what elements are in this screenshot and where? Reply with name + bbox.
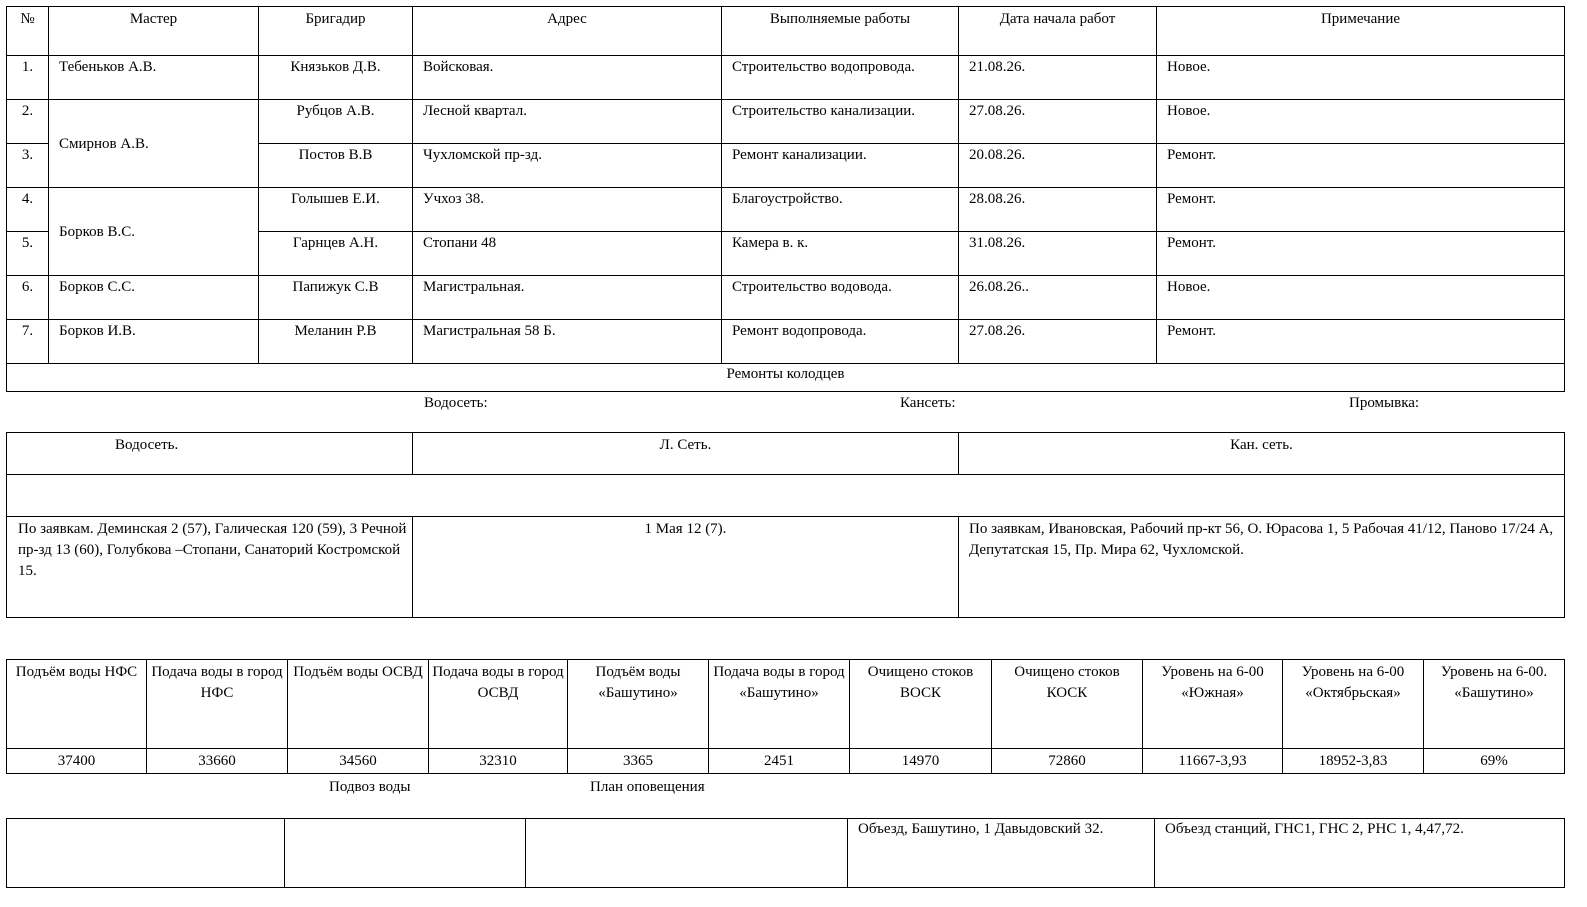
label-water-delivery: Подвоз воды (329, 779, 411, 795)
row-work: Строительство канализации. (722, 100, 959, 144)
row-master: Борков В.С. (49, 188, 259, 276)
row-master: Тебеньков А.В. (49, 56, 259, 100)
row-brigadier: Князьков Д.В. (259, 56, 413, 100)
table-row (7, 188, 1565, 232)
row-number: 3. (7, 144, 49, 188)
work-schedule-table (6, 6, 1565, 392)
header-nfs-supply: Подача воды в город НФС (147, 660, 288, 749)
kan-set-content: По заявкам, Ивановская, Рабочий пр-кт 56, О. Юрасова 1, 5 Рабочая 41/12, Паново 17/24 А, Депутатская 15, Пр. Мира 62, Чухломской. (959, 517, 1565, 618)
row-work: Строительство водопровода. (722, 56, 959, 100)
row-work: Благоустройство. (722, 188, 959, 232)
row-address: Лесной квартал. (413, 100, 722, 144)
header-vosk-cleaned: Очищено стоков ВОСК (850, 660, 992, 749)
header-brigadier: Бригадир (259, 7, 413, 56)
row-date: 21.08.26. (959, 56, 1157, 100)
row-note: Новое. (1157, 56, 1565, 100)
row-address: Стопани 48 (413, 232, 722, 276)
value-level-yuzhnaya: 11667-3,93 (1143, 749, 1283, 774)
row-brigadier: Рубцов А.В. (259, 100, 413, 144)
bottom-cell-bypass-stations: Объезд станций, ГНС1, ГНС 2, РНС 1, 4,47,72. (1155, 819, 1565, 888)
row-master: Смирнов А.В. (49, 100, 259, 188)
header-bashutino-supply: Подача воды в город «Башутино» (709, 660, 850, 749)
header-number: № (7, 7, 49, 56)
bottom-cell-2 (285, 819, 526, 888)
row-address: Чухломской пр-зд. (413, 144, 722, 188)
row-date: 27.08.26. (959, 100, 1157, 144)
row-number: 7. (7, 320, 49, 364)
row-address: Войсковая. (413, 56, 722, 100)
table-row (7, 56, 1565, 100)
row-note: Ремонт. (1157, 188, 1565, 232)
networks-table (6, 432, 1565, 618)
row-address: Учхоз 38. (413, 188, 722, 232)
row-brigadier: Папижук С.В (259, 276, 413, 320)
wells-title: Ремонты колодцев (7, 364, 1565, 392)
row-brigadier: Постов В.В (259, 144, 413, 188)
value-nfs-supply: 33660 (147, 749, 288, 774)
l-set-content: 1 Мая 12 (7). (413, 517, 959, 618)
row-master: Борков И.В. (49, 320, 259, 364)
row-brigadier: Голышев Е.И. (259, 188, 413, 232)
row-date: 26.08.26.. (959, 276, 1157, 320)
header-master: Мастер (49, 7, 259, 56)
row-work: Ремонт водопровода. (722, 320, 959, 364)
row-work: Строительство водовода. (722, 276, 959, 320)
subheading-kanset: Кансеть: (900, 395, 956, 411)
subheading-promyvka: Промывка: (1349, 395, 1420, 411)
table-row (7, 320, 1565, 364)
value-vosk-cleaned: 14970 (850, 749, 992, 774)
bottom-cell-3 (526, 819, 848, 888)
header-osvd-lift: Подъём воды ОСВД (288, 660, 429, 749)
subheading-vodoset: Водосеть: (424, 395, 488, 411)
water-supply-table (6, 659, 1565, 774)
value-level-bashutino: 69% (1424, 749, 1565, 774)
empty-cell (7, 475, 1565, 517)
bottom-table (6, 818, 1565, 888)
row-work: Ремонт канализации. (722, 144, 959, 188)
row-work: Камера в. к. (722, 232, 959, 276)
header-row (7, 7, 1565, 56)
networks-content-row (7, 517, 1565, 618)
water-header-row (7, 660, 1565, 749)
row-address: Магистральная 58 Б. (413, 320, 722, 364)
table-row (7, 100, 1565, 144)
bottom-row (7, 819, 1565, 888)
water-values-row (7, 749, 1565, 774)
row-brigadier: Гарнцев А.Н. (259, 232, 413, 276)
header-work: Выполняемые работы (722, 7, 959, 56)
row-number: 2. (7, 100, 49, 144)
header-nfs-lift: Подъём воды НФС (7, 660, 147, 749)
networks-empty-row (7, 475, 1565, 517)
row-master: Борков С.С. (49, 276, 259, 320)
header-kosk-cleaned: Очищено стоков КОСК (992, 660, 1143, 749)
label-notification-plan: План оповещения (590, 779, 705, 795)
row-date: 20.08.26. (959, 144, 1157, 188)
value-osvd-lift: 34560 (288, 749, 429, 774)
row-number: 1. (7, 56, 49, 100)
vodoset-content: По заявкам. Деминская 2 (57), Галическая 120 (59), 3 Речной пр-зд 13 (60), Голубкова –Стопани, Санаторий Костромской 15. (7, 517, 413, 618)
header-osvd-supply: Подача воды в город ОСВД (429, 660, 568, 749)
value-bashutino-supply: 2451 (709, 749, 850, 774)
header-level-yuzhnaya: Уровень на 6-00 «Южная» (1143, 660, 1283, 749)
header-kan-set: Кан. сеть. (959, 433, 1565, 475)
row-address: Магистральная. (413, 276, 722, 320)
header-note: Примечание (1157, 7, 1565, 56)
networks-header-row (7, 433, 1565, 475)
value-osvd-supply: 32310 (429, 749, 568, 774)
table-row (7, 276, 1565, 320)
value-level-oktyabrskaya: 18952-3,83 (1283, 749, 1424, 774)
row-note: Новое. (1157, 276, 1565, 320)
header-level-oktyabrskaya: Уровень на 6-00 «Октябрьская» (1283, 660, 1424, 749)
bottom-cell-bypass-bashutino: Объезд, Башутино, 1 Давыдовский 32. (848, 819, 1155, 888)
header-level-bashutino: Уровень на 6-00. «Башутино» (1424, 660, 1565, 749)
row-brigadier: Меланин Р.В (259, 320, 413, 364)
wells-title-row (7, 364, 1565, 392)
row-note: Новое. (1157, 100, 1565, 144)
row-number: 5. (7, 232, 49, 276)
header-vodoset: Водосеть. (7, 433, 413, 475)
header-address: Адрес (413, 7, 722, 56)
row-date: 27.08.26. (959, 320, 1157, 364)
row-number: 4. (7, 188, 49, 232)
row-note: Ремонт. (1157, 320, 1565, 364)
header-l-set: Л. Сеть. (413, 433, 959, 475)
header-start-date: Дата начала работ (959, 7, 1157, 56)
row-number: 6. (7, 276, 49, 320)
value-nfs-lift: 37400 (7, 749, 147, 774)
row-note: Ремонт. (1157, 144, 1565, 188)
header-bashutino-lift: Подъём воды «Башутино» (568, 660, 709, 749)
row-date: 31.08.26. (959, 232, 1157, 276)
bottom-cell-1 (7, 819, 285, 888)
value-bashutino-lift: 3365 (568, 749, 709, 774)
row-date: 28.08.26. (959, 188, 1157, 232)
value-kosk-cleaned: 72860 (992, 749, 1143, 774)
row-note: Ремонт. (1157, 232, 1565, 276)
